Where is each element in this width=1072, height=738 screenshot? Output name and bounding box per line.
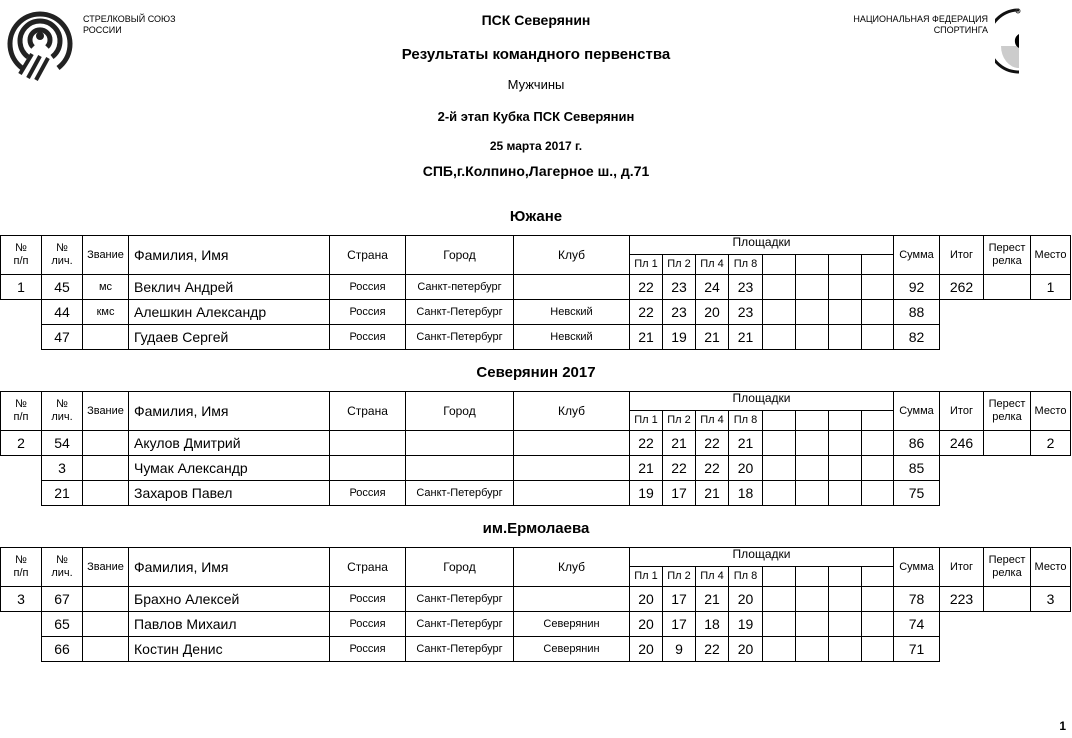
member-club: Невский (513, 299, 630, 325)
member-score: 17 (662, 586, 696, 612)
member-score (762, 636, 796, 662)
col-header-country: Страна (329, 391, 406, 431)
member-score: 20 (728, 586, 763, 612)
team-shootoff (983, 274, 1031, 300)
team-title: им.Ермолаева (482, 520, 590, 537)
member-country (329, 455, 406, 481)
col-header-field (828, 566, 862, 587)
col-header-field (828, 254, 862, 275)
member-city: Санкт-Петербург (405, 586, 514, 612)
col-header-sum: Сумма (893, 547, 940, 587)
category: Мужчины (507, 77, 565, 92)
member-score (795, 586, 829, 612)
member-score (762, 430, 796, 456)
member-score (795, 455, 829, 481)
col-header-field: Пл 2 (662, 254, 696, 275)
member-score (861, 274, 894, 300)
member-score: 22 (695, 430, 729, 456)
member-score: 20 (728, 636, 763, 662)
team-shootoff (983, 430, 1031, 456)
member-city: Санкт-Петербург (405, 611, 514, 637)
member-score (861, 430, 894, 456)
col-header-club: Клуб (513, 235, 630, 275)
member-name: Акулов Дмитрий (128, 430, 330, 456)
member-score (795, 611, 829, 637)
member-lic: 66 (41, 636, 83, 662)
member-score: 21 (695, 324, 729, 350)
member-score (828, 611, 862, 637)
member-score (828, 324, 862, 350)
member-score (861, 299, 894, 325)
team-place: 3 (1030, 586, 1071, 612)
member-score (795, 299, 829, 325)
member-club (513, 455, 630, 481)
team-title: Северянин 2017 (476, 364, 596, 381)
member-club (513, 430, 630, 456)
col-header-rank: Звание (82, 235, 129, 275)
member-sum: 71 (893, 636, 940, 662)
col-header-lic: № лич. (41, 235, 83, 275)
member-club (513, 586, 630, 612)
col-header-lic: № лич. (41, 547, 83, 587)
col-header-field: Пл 1 (629, 410, 663, 431)
col-header-name: Фамилия, Имя (128, 391, 330, 431)
member-country (329, 430, 406, 456)
member-sum: 75 (893, 480, 940, 506)
member-name: Алешкин Александр (128, 299, 330, 325)
member-city (405, 430, 514, 456)
col-header-fields: Площадки (629, 547, 894, 567)
member-score (762, 480, 796, 506)
col-header-field (795, 410, 829, 431)
member-score (828, 299, 862, 325)
member-city: Санкт-Петербург (405, 480, 514, 506)
member-rank (82, 480, 129, 506)
col-header-field: Пл 1 (629, 254, 663, 275)
member-score: 21 (728, 324, 763, 350)
col-header-sum: Сумма (893, 235, 940, 275)
team-place: 1 (1030, 274, 1071, 300)
col-header-field (861, 410, 894, 431)
member-name: Веклич Андрей (128, 274, 330, 300)
member-lic: 45 (41, 274, 83, 300)
member-score: 22 (629, 430, 663, 456)
col-header-field (795, 566, 829, 587)
member-city: Санкт-Петербург (405, 299, 514, 325)
col-header-fields: Площадки (629, 391, 894, 411)
member-name: Павлов Михаил (128, 611, 330, 637)
member-lic: 3 (41, 455, 83, 481)
col-header-total: Итог (939, 547, 984, 587)
member-score: 20 (629, 636, 663, 662)
member-city: Санкт-Петербург (405, 636, 514, 662)
org-right-line1: НАЦИОНАЛЬНАЯ ФЕДЕРАЦИЯ (853, 14, 988, 24)
member-score: 21 (662, 430, 696, 456)
member-sum: 74 (893, 611, 940, 637)
member-rank (82, 430, 129, 456)
col-header-name: Фамилия, Имя (128, 547, 330, 587)
member-rank: мс (82, 274, 129, 300)
col-header-place: Место (1030, 547, 1071, 587)
member-rank (82, 455, 129, 481)
member-score: 9 (662, 636, 696, 662)
member-score: 21 (629, 324, 663, 350)
team-total: 223 (939, 586, 984, 612)
col-header-field: Пл 4 (695, 566, 729, 587)
col-header-rank: Звание (82, 547, 129, 587)
member-score: 21 (728, 430, 763, 456)
member-score (762, 611, 796, 637)
col-header-field: Пл 8 (728, 254, 763, 275)
event-location: СПБ,г.Колпино,Лагерное ш., д.71 (422, 163, 650, 179)
col-header-shootoff: Перест релка (983, 235, 1031, 275)
member-score (861, 586, 894, 612)
member-name: Брахно Алексей (128, 586, 330, 612)
member-lic: 54 (41, 430, 83, 456)
member-country: Россия (329, 636, 406, 662)
org-left-line2: РОССИИ (83, 25, 122, 35)
event-date: 25 марта 2017 г. (489, 139, 583, 153)
team-title: Южане (509, 208, 563, 225)
member-score (762, 324, 796, 350)
col-header-field (861, 566, 894, 587)
page-title: Результаты командного первенства (401, 46, 671, 63)
col-header-city: Город (405, 391, 514, 431)
page-number: 1 (1059, 719, 1066, 733)
member-score (795, 324, 829, 350)
team-pp: 3 (0, 586, 42, 612)
col-header-name: Фамилия, Имя (128, 235, 330, 275)
member-rank (82, 324, 129, 350)
member-country: Россия (329, 274, 406, 300)
member-score: 21 (695, 480, 729, 506)
member-score (795, 274, 829, 300)
team-pp: 2 (0, 430, 42, 456)
member-score: 22 (695, 636, 729, 662)
col-header-pp: № п/п (0, 235, 42, 275)
member-score: 23 (728, 299, 763, 325)
member-score (795, 636, 829, 662)
col-header-pp: № п/п (0, 391, 42, 431)
member-lic: 67 (41, 586, 83, 612)
col-header-field: Пл 8 (728, 410, 763, 431)
member-city (405, 455, 514, 481)
member-score (861, 324, 894, 350)
member-score: 18 (728, 480, 763, 506)
member-score (828, 430, 862, 456)
col-header-field (762, 410, 796, 431)
member-score: 23 (662, 299, 696, 325)
member-sum: 85 (893, 455, 940, 481)
member-score: 23 (728, 274, 763, 300)
member-lic: 21 (41, 480, 83, 506)
member-lic: 44 (41, 299, 83, 325)
member-score: 19 (728, 611, 763, 637)
member-score: 18 (695, 611, 729, 637)
member-name: Гудаев Сергей (128, 324, 330, 350)
member-score: 22 (629, 274, 663, 300)
member-score: 17 (662, 611, 696, 637)
col-header-club: Клуб (513, 391, 630, 431)
member-club: Северянин (513, 636, 630, 662)
col-header-field (828, 410, 862, 431)
col-header-field (762, 566, 796, 587)
team-total: 262 (939, 274, 984, 300)
member-rank (82, 586, 129, 612)
member-club (513, 274, 630, 300)
member-lic: 47 (41, 324, 83, 350)
event-name: 2-й этап Кубка ПСК Северянин (437, 109, 635, 124)
col-header-sum: Сумма (893, 391, 940, 431)
col-header-fields: Площадки (629, 235, 894, 255)
member-score (861, 455, 894, 481)
col-header-field: Пл 1 (629, 566, 663, 587)
member-score: 22 (695, 455, 729, 481)
member-score (795, 480, 829, 506)
member-score (762, 299, 796, 325)
member-lic: 65 (41, 611, 83, 637)
member-sum: 82 (893, 324, 940, 350)
member-country: Россия (329, 611, 406, 637)
team-pp: 1 (0, 274, 42, 300)
org-left-line1: СТРЕЛКОВЫЙ СОЮЗ (83, 14, 176, 24)
member-rank (82, 636, 129, 662)
col-header-field: Пл 8 (728, 566, 763, 587)
member-score: 19 (662, 324, 696, 350)
member-country: Россия (329, 480, 406, 506)
member-country: Россия (329, 586, 406, 612)
member-score (861, 611, 894, 637)
member-score: 20 (728, 455, 763, 481)
member-score (762, 274, 796, 300)
member-score (828, 274, 862, 300)
col-header-place: Место (1030, 391, 1071, 431)
member-score: 19 (629, 480, 663, 506)
member-club: Северянин (513, 611, 630, 637)
col-header-field: Пл 2 (662, 566, 696, 587)
member-score: 17 (662, 480, 696, 506)
member-score: 22 (662, 455, 696, 481)
member-country: Россия (329, 299, 406, 325)
member-name: Чумак Александр (128, 455, 330, 481)
member-score (762, 455, 796, 481)
col-header-club: Клуб (513, 547, 630, 587)
club-name: ПСК Северянин (481, 12, 591, 28)
col-header-field: Пл 2 (662, 410, 696, 431)
col-header-field (762, 254, 796, 275)
member-score: 23 (662, 274, 696, 300)
member-score: 20 (629, 586, 663, 612)
member-score: 20 (629, 611, 663, 637)
member-score (861, 480, 894, 506)
member-score (828, 636, 862, 662)
col-header-city: Город (405, 547, 514, 587)
col-header-country: Страна (329, 235, 406, 275)
member-score (861, 636, 894, 662)
col-header-total: Итог (939, 235, 984, 275)
member-sum: 86 (893, 430, 940, 456)
col-header-lic: № лич. (41, 391, 83, 431)
team-shootoff (983, 586, 1031, 612)
col-header-total: Итог (939, 391, 984, 431)
col-header-field (861, 254, 894, 275)
member-score (828, 586, 862, 612)
member-rank (82, 611, 129, 637)
member-score: 21 (629, 455, 663, 481)
member-sum: 78 (893, 586, 940, 612)
org-right-line2: СПОРТИНГА (933, 25, 988, 35)
col-header-country: Страна (329, 547, 406, 587)
member-score (828, 480, 862, 506)
member-score: 20 (695, 299, 729, 325)
col-header-city: Город (405, 235, 514, 275)
col-header-rank: Звание (82, 391, 129, 431)
col-header-place: Место (1030, 235, 1071, 275)
member-score (762, 586, 796, 612)
col-header-shootoff: Перест релка (983, 391, 1031, 431)
col-header-shootoff: Перест релка (983, 547, 1031, 587)
col-header-field: Пл 4 (695, 410, 729, 431)
member-club: Невский (513, 324, 630, 350)
member-score (795, 430, 829, 456)
member-score (828, 455, 862, 481)
member-city: Санкт-Петербург (405, 324, 514, 350)
member-rank: кмс (82, 299, 129, 325)
col-header-field: Пл 4 (695, 254, 729, 275)
col-header-field (795, 254, 829, 275)
team-total: 246 (939, 430, 984, 456)
member-sum: 92 (893, 274, 940, 300)
team-place: 2 (1030, 430, 1071, 456)
member-name: Захаров Павел (128, 480, 330, 506)
col-header-pp: № п/п (0, 547, 42, 587)
member-score: 24 (695, 274, 729, 300)
member-name: Костин Денис (128, 636, 330, 662)
member-score: 22 (629, 299, 663, 325)
member-club (513, 480, 630, 506)
member-sum: 88 (893, 299, 940, 325)
member-score: 21 (695, 586, 729, 612)
member-city: Санкт-петербург (405, 274, 514, 300)
member-country: Россия (329, 324, 406, 350)
